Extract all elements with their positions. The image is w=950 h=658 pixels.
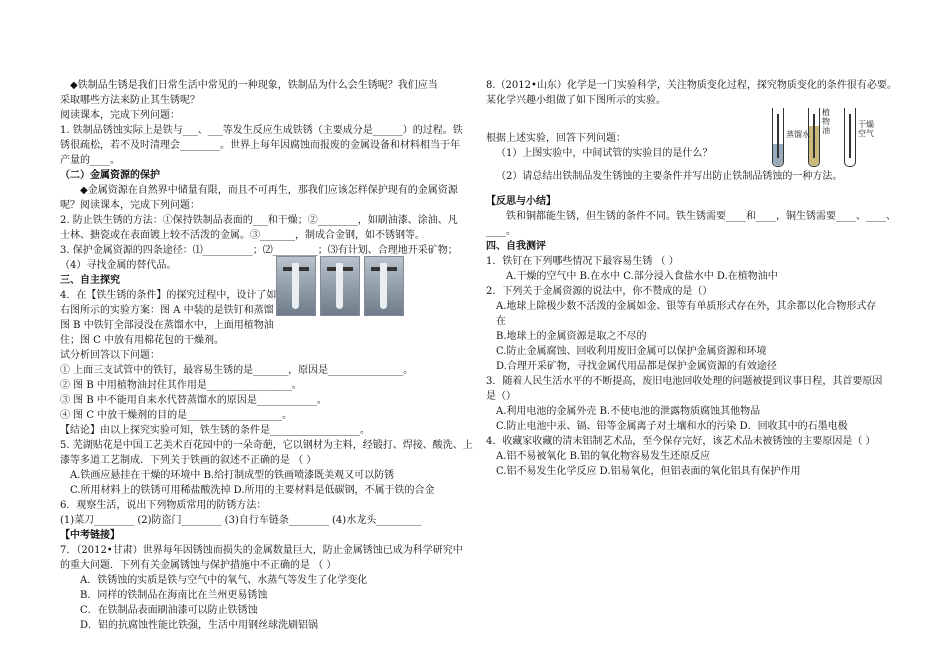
experiment-diagram [764,106,884,170]
question-7-option: C．在铁制品表面刷油漆可以防止铁锈蚀 [80,605,258,616]
test-2: 2．下列关于金属资源的说法中，你不赞成的是（） [486,286,713,297]
left-column [60,78,473,633]
test-1: 1．铁钉在下列哪些情况下最容易生锈 （ ） [486,256,679,267]
question-4: 右图所示的实验方案：图 A 中装的是铁钉和蒸馏 [60,305,274,316]
conclusion: 【结论】由以上探究实验可知，铁生锈的条件是__________________。 [60,425,370,436]
question-4: 图 B 中铁钉全部浸没在蒸馏水中，上面用植物油 [60,320,274,331]
question-8: 8.（2012•山东）化学是一门实验科学，关注物质变化过程，探究物质变化的条件很有必要。 [486,80,897,91]
section-heading: 【中考链接】 [60,530,120,541]
intro-line: 阅读课本，完成下列问题： [60,110,180,121]
question-5: 漆等多道工艺制成．下列关于铁画的叙述不正确的是 （ ） [60,455,317,466]
summary: ____。 [486,226,516,237]
label-water: 蒸馏水 [786,130,810,139]
test-4-options: A.铝不易被氧化 B.铝的氧化物容易发生还原反应 [496,451,711,462]
question-1: 1. 铁制品锈蚀实际上是铁与___、___等发生反应生成铁锈（主要成分是______）的过程。铁 [60,125,463,136]
section-heading: 四、自我测评 [486,241,546,252]
test-2-option: B.地球上的金属资源是取之不尽的 [496,331,647,342]
test-2-option: C.防止金属腐蚀、回收利用废旧金属可以保护金属资源和环境 [496,346,767,357]
question-4: 住；图 C 中放有用棉花包的干燥剂。 [60,335,225,346]
tube-photo-b [320,256,360,316]
question-7-option: D．铝的抗腐蚀性能比铁强，生活中用钢丝球洗刷铝锅 [80,620,319,631]
question-7-option: B．同样的铁制品在海南比在兰州更易锈蚀 [80,590,268,601]
test-1-options: A.干燥的空气中 B.在水中 C.部分浸入食盐水中 D.在植物油中 [506,271,778,282]
section-heading: （二）金属资源的保护 [60,170,160,181]
tube-water [772,108,784,167]
test-4: 4．收藏家收藏的清末铝制艺术品，至今保存完好，该艺术品未被锈蚀的主要原因是（ ） [486,436,876,447]
test-3: 3．随着人民生活水平的不断提高，废旧电池回收处理的问题被提到议事日程，其首要原因 [486,376,883,387]
summary: 铁和铜都能生锈，但生锈的条件不同。铁生锈需要____和____，铜生锈需要____、____、 [506,211,896,222]
question-5-options: C.所用材料上的铁锈可用稀盐酸洗掉 D.所用的主要材料是低碳钢，不属于铁的合金 [70,485,435,496]
question-2: 士林、搪瓷或在表面镀上较不活泼的金属。③_______，制成合金钢，如不锈钢等。 [60,230,425,241]
question-5: 5. 芜湖贴花是中国工艺美术百花园中的一朵奇葩，它以钢材为主料，经锻打、焊接、酸洗、上 [60,440,473,451]
label-dry-air: 干燥空气 [858,120,874,138]
question-7: 的重大问题．下列有关金属锈蚀与保护措施中不正确的是 （ ） [60,560,337,571]
question-8: 根据上述实验，回答下列问题： [486,133,626,144]
question-4: ④ 图 C 中放干燥剂的目的是___________________。 [60,410,293,421]
test-3: 是（） [486,391,516,402]
test-3-options: C.防止电池中汞、镉、铅等金属离子对土壤和水的污染 D．回收其中的石墨电极 [496,421,848,432]
paragraph: ◆金属资源在自然界中储量有限，而且不可再生，那我们应该怎样保护现有的金属资源 [80,185,458,196]
question-4: ③ 图 B 中不能用自来水代替蒸馏水的原因是____________。 [60,395,327,406]
test-3-options: A.利用电池的金属外壳 B.不使电池的泄露物质腐蚀其他物品 [496,406,761,417]
question-3: （4）寻找金属的替代品。 [60,260,177,271]
question-4: 4．在【铁生锈的条件】的探究过程中，设计了如 [60,290,277,301]
paragraph: 呢？阅读课本，完成下列问题： [60,200,200,211]
tube-photo-c [364,256,404,316]
test-tube-photos [276,256,402,314]
question-4: ① 上面三支试管中的铁钉，最容易生锈的是_______，原因是_______________。 [60,365,414,376]
question-7: 7．（2012•甘肃）世界每年因锈蚀而损失的金属数量巨大，防止金属锈蚀已成为科学研究中 [60,545,463,556]
tube-photo-a [276,256,316,316]
question-4: ② 图 B 中用植物油封住其作用是_________________。 [60,380,302,391]
section-heading: 三、自主探究 [60,275,120,286]
tube-dry-air [844,108,856,167]
question-1: 产量的____。 [60,155,120,166]
intro-line: ◆铁制品生锈是我们日常生活中常见的一种现象，铁制品为什么会生锈呢？我们应当 [70,80,438,91]
question-5-options: A.铁画应悬挂在干燥的环境中 B.给打制成型的铁画喷漆既美观又可以防锈 [70,470,395,481]
question-3: 3. 保护金属资源的四条途径：⑴__________；⑵_________；⑶有计划、合理地开采矿物； [60,245,458,256]
question-8: （1）上图实验中，中间试管的实验目的是什么？ [496,148,713,159]
test-2-option: D.合理开采矿物，寻找金属代用品都是保护金属资源的有效途径 [496,361,777,372]
question-8: （2）请总结出铁制品发生锈蚀的主要条件并写出防止铁制品锈蚀的一种方法。 [496,171,843,182]
question-4: 试分析回答以下问题： [60,350,160,361]
test-2-option: A.地球上除极少数不活泼的金属如金、银等有单质形式存在外，其余都以化合物形式存 [496,301,877,312]
test-4-options: C.铝不易发生化学反应 D.铝易氧化，但铝表面的氧化铝具有保护作用 [496,466,801,477]
question-6: 6．观察生活，说出下列物质常用的防锈方法： [60,500,267,511]
question-8: 某化学兴趣小组做了如下图所示的实验。 [486,95,666,106]
question-1: 锈很疏松，若不及时清理会________。世界上每年因腐蚀而报废的金属设备和材料相当于年 [60,140,460,151]
question-7-option: A．铁锈蚀的实质是铁与空气中的氧气、水蒸气等发生了化学变化 [80,575,368,586]
label-oil: 植物油 [822,108,830,135]
intro-line: 采取哪些方法来防止其生锈呢？ [60,95,200,106]
question-2: 2. 防止铁生锈的方法：①保持铁制品表面的___和干燥；②________，如刷油漆、涂油、凡 [60,215,458,226]
question-6: (1)菜刀________ (2)防盗门________ (3)自行车链条________ (4)水龙头_________ [60,515,422,526]
test-2-option: 在 [496,316,506,327]
section-heading: 【反思与小结】 [486,196,556,207]
